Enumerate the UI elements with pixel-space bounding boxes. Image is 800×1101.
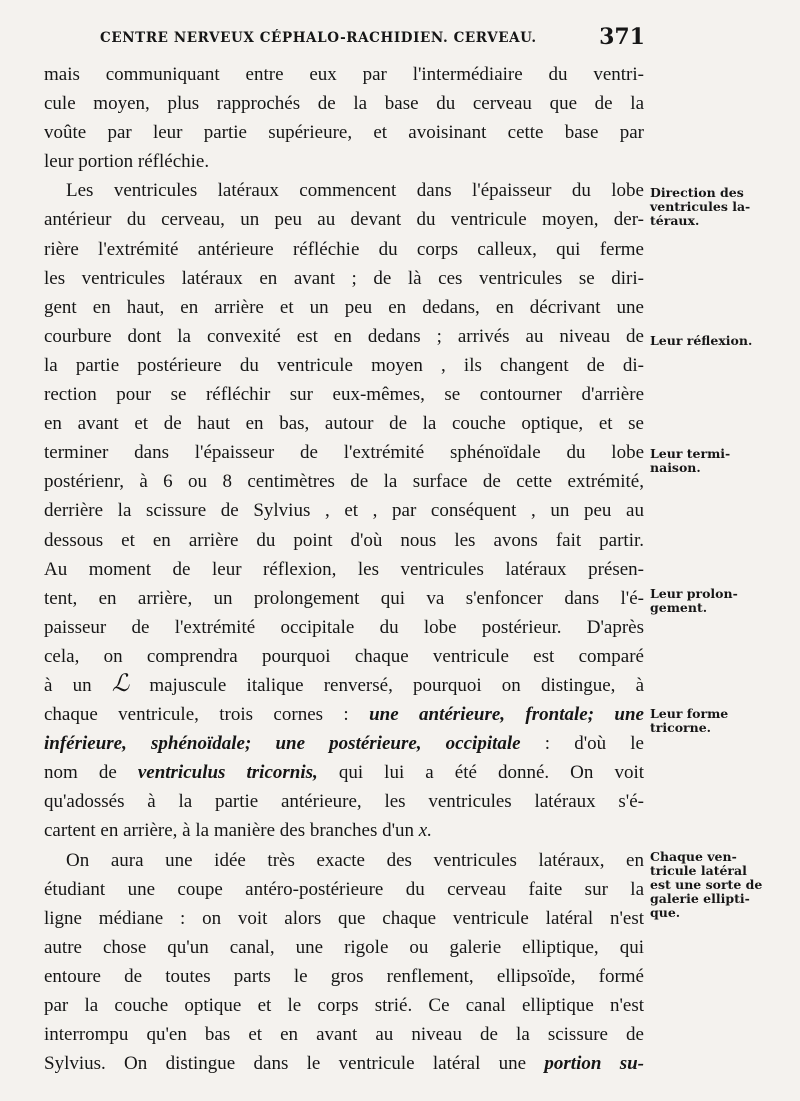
text-line: terminer dans l'épaisseur de l'extrémité sphénoïdale du lobe xyxy=(44,442,644,464)
text-line: paisseur de l'extrémité occipitale du lobe postérieur. D'après xyxy=(44,616,644,638)
margin-note-line: tricule latéral xyxy=(650,863,747,878)
text-line: cule moyen, plus rapprochés de la base du cerveau que de la xyxy=(44,93,644,115)
margin-note-line: Leur termi- xyxy=(650,446,731,461)
text-line: en avant et de haut en bas, autour de la couche optique, et se xyxy=(44,413,644,435)
text-line: mais communiquant entre eux par l'intermédiaire du ventri- xyxy=(44,64,644,85)
margin-note xyxy=(650,850,770,920)
text-line: leur portion réfléchie. xyxy=(44,151,210,173)
text-run: qui lui a été donné. On voit xyxy=(338,762,645,784)
margin-note-line: Chaque ven- xyxy=(650,849,737,864)
text-run: Sylvius. On distingue dans le ventricule latéral une xyxy=(44,1053,527,1075)
text-line: gent en haut, en arrière et un peu en dedans, en décrivant une xyxy=(44,296,644,318)
text-line: voûte par leur partie supérieure, et avoisinant cette base par xyxy=(44,122,644,144)
running-header xyxy=(100,24,645,50)
margin-note-line: téraux. xyxy=(650,213,700,228)
text-line: entoure de toutes parts le gros renflement, ellipsoïde, formé xyxy=(44,965,644,987)
margin-note-line: tricorne. xyxy=(650,720,712,735)
text-line: courbure dont la convexité est en dedans ; arrivés au niveau de xyxy=(44,325,644,347)
text-line: par la couche optique et le corps strié. Ce canal elliptique n'est xyxy=(44,995,644,1016)
margin-note-line: ventricules la- xyxy=(650,199,751,214)
text-run: chaque ventricule, trois cornes : xyxy=(44,704,349,726)
text-run: à un xyxy=(44,674,92,696)
text-line: qu'adossés à la partie antérieure, les ventricules latéraux s'é- xyxy=(44,791,644,813)
emphasis: ventriculus tricornis, xyxy=(137,762,318,784)
text-line: les ventricules latéraux en avant ; de là ces ventricules se diri- xyxy=(44,267,644,289)
text-line: On aura une idée très exacte des ventricules latéraux, en xyxy=(66,849,644,871)
text-line: interrompu qu'en bas et en avant au niveau de la scissure de xyxy=(44,1024,644,1046)
text-line xyxy=(44,1049,644,1078)
text-line xyxy=(44,758,644,787)
text-line: postérienr, à 6 ou 8 centimètres de la surface de cette extrémité, xyxy=(44,471,644,493)
text-line: Les ventricules latéraux commencent dans l'épaisseur du lobe xyxy=(66,180,644,202)
text-line: antérieur du cerveau, un peu au devant du ventricule moyen, der- xyxy=(44,209,644,231)
text-line: derrière la scissure de Sylvius , et , par conséquent , un peu au xyxy=(44,500,644,522)
inverted-l-glyph: ℒ xyxy=(111,670,130,697)
paragraph-2 xyxy=(44,176,644,845)
text-line: ligne médiane : on voit alors que chaque ventricule latéral n'est xyxy=(44,907,644,929)
text-line: la partie postérieure du ventricule moyen , ils changent de di- xyxy=(44,354,644,376)
emphasis: x. xyxy=(418,820,432,842)
margin-note-line: gement. xyxy=(650,600,708,615)
text-line: tent, en arrière, un prolongement qui va s'enfoncer dans l'é- xyxy=(44,587,644,609)
paragraph-1 xyxy=(44,60,644,176)
text-line: Au moment de leur réflexion, les ventricules latéraux présen- xyxy=(44,558,644,580)
running-title: CENTRE NERVEUX CÉPHALO-RACHIDIEN. CERVEAU. xyxy=(100,30,537,46)
margin-note xyxy=(650,707,770,735)
text-run: nom de xyxy=(44,762,117,784)
text-line xyxy=(44,671,644,700)
margin-note xyxy=(650,186,770,228)
main-text xyxy=(44,60,644,1078)
text-line: autre chose qu'un canal, une rigole ou galerie elliptique, qui xyxy=(44,936,644,958)
text-line: dessous et en arrière du point d'où nous les avons fait partir. xyxy=(44,529,644,551)
margin-note-line: Leur prolon- xyxy=(650,586,738,601)
text-line xyxy=(44,700,644,729)
margin-note-line: naison. xyxy=(650,460,701,475)
text-line: cela, on comprendra pourquoi chaque ventricule est comparé xyxy=(44,645,644,667)
margin-note-line: que. xyxy=(650,905,681,920)
text-line: rière l'extrémité antérieure réfléchie du corps calleux, qui ferme xyxy=(44,238,644,260)
text-line xyxy=(44,816,644,845)
margin-note xyxy=(650,334,770,348)
margin-note-line: Leur réflexion. xyxy=(650,333,753,348)
page-number: 371 xyxy=(599,24,645,50)
text-run: majuscule italique renversé, pourquoi on distingue, à xyxy=(149,674,645,696)
text-run: cartent en arrière, à la manière des branches d'un xyxy=(44,820,415,842)
emphasis: une antérieure, frontale; une xyxy=(369,704,644,726)
text-line: étudiant une coupe antéro-postérieure du cerveau faite sur la xyxy=(44,878,644,900)
margin-note-line: Direction des xyxy=(650,185,744,200)
text-line xyxy=(44,729,644,758)
paragraph-3 xyxy=(44,846,644,1079)
margin-note-line: galerie ellipti- xyxy=(650,891,750,906)
margin-note-line: est une sorte de xyxy=(650,877,763,892)
margin-note-line: Leur forme xyxy=(650,706,729,721)
text-run: : d'où le xyxy=(544,733,644,755)
text-line: rection pour se réfléchir sur eux-mêmes, se contourner d'arrière xyxy=(44,384,644,406)
margin-note xyxy=(650,587,770,615)
emphasis: portion su- xyxy=(544,1053,644,1075)
emphasis: inférieure, sphénoïdale; une postérieure, occipitale xyxy=(44,733,521,755)
margin-note xyxy=(650,447,770,475)
